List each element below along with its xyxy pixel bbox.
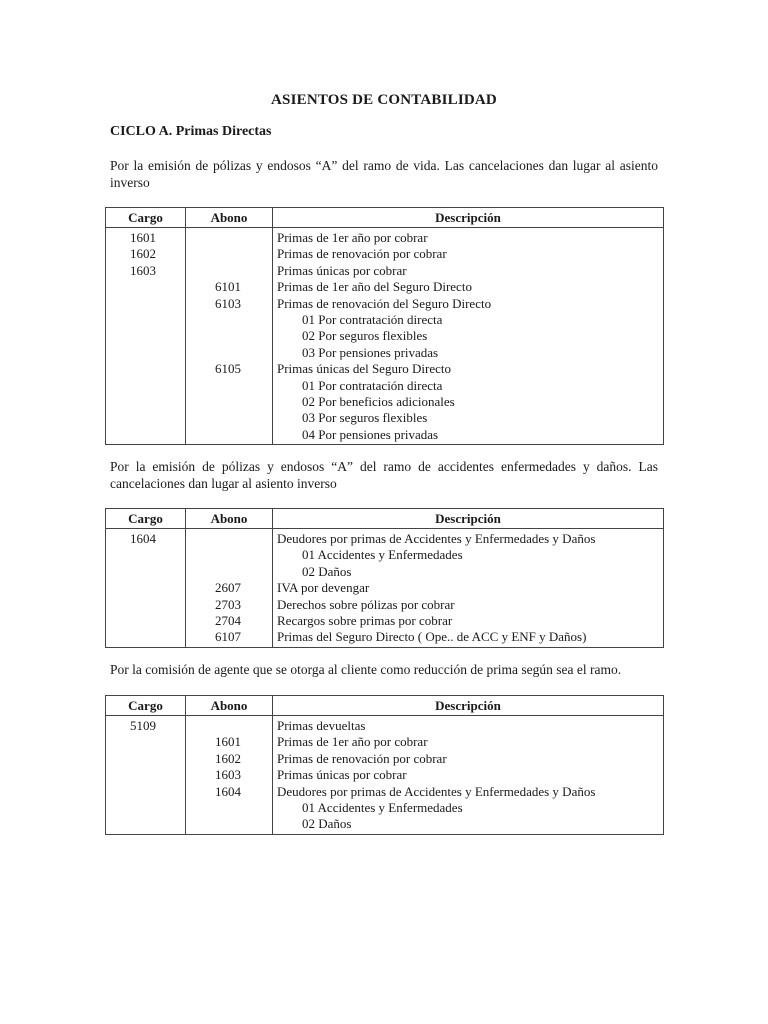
cargo-cell xyxy=(106,816,185,832)
cargo-cell xyxy=(106,613,185,629)
abono-cell xyxy=(186,816,272,832)
descripcion-cell: Recargos sobre primas por cobrar xyxy=(277,612,453,628)
cargo-cell xyxy=(106,328,185,344)
header-descripcion: Descripción xyxy=(273,696,664,716)
abono-cell xyxy=(186,263,272,279)
descripcion-cell: 01 Accidentes y Enfermedades xyxy=(302,799,463,815)
table-body-row xyxy=(106,228,664,445)
paragraph-vida: Por la emisión de pólizas y endosos “A” del ramo de vida. Las cancelaciones dan lugar al asiento inverso xyxy=(110,158,658,190)
cargo-cell xyxy=(106,564,185,580)
abono-cell xyxy=(186,547,272,563)
cargo-cell xyxy=(106,751,185,767)
cargo-cell xyxy=(106,279,185,295)
descripcion-cell: Primas de 1er año del Seguro Directo xyxy=(277,279,472,295)
cargo-cell xyxy=(106,580,185,596)
descripcion-cell: 03 Por pensiones privadas xyxy=(302,344,439,360)
descripcion-cell: IVA por devengar xyxy=(277,580,370,596)
abono-column xyxy=(186,529,273,648)
descripcion-cell: Derechos sobre pólizas por cobrar xyxy=(277,596,455,612)
abono-cell xyxy=(186,246,272,262)
descripcion-cell: Primas del Seguro Directo ( Ope.. de ACC y ENF y Daños) xyxy=(277,629,587,645)
descripcion-cell: 02 Por seguros flexibles xyxy=(302,328,428,344)
cargo-cell xyxy=(106,410,185,426)
cargo-cell xyxy=(106,784,185,800)
cargo-cell xyxy=(106,547,185,563)
abono-cell: 1601 xyxy=(215,734,241,750)
descripcion-column xyxy=(273,529,664,648)
entries-table-comision xyxy=(105,695,664,835)
descripcion-cell: Primas de renovación por cobrar xyxy=(277,750,447,766)
cargo-cell: 1602 xyxy=(130,246,156,262)
descripcion-cell: Primas de renovación del Seguro Directo xyxy=(277,295,492,311)
abono-cell: 6103 xyxy=(215,295,241,311)
descripcion-cell: Primas únicas del Seguro Directo xyxy=(277,361,452,377)
abono-cell: 6107 xyxy=(215,629,241,645)
cargo-cell: 1601 xyxy=(130,230,156,245)
section-title: CICLO A. Primas Directas xyxy=(110,124,272,139)
cargo-cell xyxy=(106,427,185,443)
abono-cell: 1603 xyxy=(215,767,241,783)
header-abono: Abono xyxy=(186,509,273,529)
header-cargo: Cargo xyxy=(106,696,186,716)
table-header-row xyxy=(106,208,664,228)
descripcion-cell: 02 Por beneficios adicionales xyxy=(302,393,455,409)
descripcion-cell: Primas únicas por cobrar xyxy=(277,767,407,783)
abono-cell xyxy=(186,328,272,344)
abono-column xyxy=(186,228,273,445)
abono-cell xyxy=(186,800,272,816)
header-descripcion: Descripción xyxy=(273,208,664,228)
header-abono: Abono xyxy=(186,208,273,228)
paragraph-accidentes: Por la emisión de pólizas y endosos “A” del ramo de accidentes enfermedades y daños. Las cancelaciones dan lugar al asiento inverso xyxy=(110,459,658,491)
cargo-cell xyxy=(106,629,185,645)
document-title: ASIENTOS DE CONTABILIDAD xyxy=(271,92,497,108)
cargo-cell xyxy=(106,345,185,361)
abono-cell: 1604 xyxy=(215,783,241,799)
abono-cell xyxy=(186,312,272,328)
header-abono: Abono xyxy=(186,696,273,716)
table-header-row xyxy=(106,696,664,716)
abono-cell: 2607 xyxy=(215,580,241,596)
cargo-cell xyxy=(106,378,185,394)
abono-cell xyxy=(186,230,272,246)
abono-cell xyxy=(186,531,272,547)
cargo-cell xyxy=(106,767,185,783)
table-body-row xyxy=(106,716,664,835)
abono-cell: 2704 xyxy=(215,612,241,628)
descripcion-cell: 02 Daños xyxy=(302,816,352,832)
descripcion-cell: Primas de 1er año por cobrar xyxy=(277,734,428,750)
entries-table-accidentes xyxy=(105,508,664,648)
descripcion-cell: Deudores por primas de Accidentes y Enfermedades y Daños xyxy=(277,531,596,546)
header-descripcion: Descripción xyxy=(273,509,664,529)
abono-cell xyxy=(186,378,272,394)
descripcion-cell: Primas devueltas xyxy=(277,718,366,733)
table-header-row xyxy=(106,509,664,529)
abono-column xyxy=(186,716,273,835)
paragraph-comision: Por la comisión de agente que se otorga al cliente como reducción de prima según sea el ramo. xyxy=(110,662,622,677)
descripcion-cell: 02 Daños xyxy=(302,563,352,579)
cargo-cell: 5109 xyxy=(130,718,156,733)
cargo-cell: 1604 xyxy=(130,531,156,546)
abono-cell: 6105 xyxy=(215,361,241,377)
cargo-column xyxy=(106,716,186,835)
cargo-cell: 1603 xyxy=(130,262,156,278)
abono-cell xyxy=(186,718,272,734)
abono-cell xyxy=(186,394,272,410)
cargo-cell xyxy=(106,800,185,816)
abono-cell xyxy=(186,564,272,580)
cargo-cell xyxy=(106,597,185,613)
descripcion-cell: 01 Por contratación directa xyxy=(302,311,443,327)
descripcion-cell: 04 Por pensiones privadas xyxy=(302,426,439,442)
table-body-row xyxy=(106,529,664,648)
cargo-cell xyxy=(106,361,185,377)
descripcion-column xyxy=(273,228,664,445)
abono-cell: 6101 xyxy=(215,279,241,295)
cargo-cell xyxy=(106,296,185,312)
header-cargo: Cargo xyxy=(106,208,186,228)
cargo-cell xyxy=(106,394,185,410)
descripcion-cell: Primas de renovación por cobrar xyxy=(277,246,447,262)
abono-cell xyxy=(186,410,272,426)
descripcion-cell: 01 Accidentes y Enfermedades xyxy=(302,547,463,563)
entries-table-vida xyxy=(105,207,664,445)
descripcion-cell: Primas de 1er año por cobrar xyxy=(277,230,428,245)
abono-cell: 1602 xyxy=(215,750,241,766)
cargo-cell xyxy=(106,312,185,328)
descripcion-cell: Deudores por primas de Accidentes y Enfermedades y Daños xyxy=(277,783,596,799)
descripcion-cell: Primas únicas por cobrar xyxy=(277,262,407,278)
abono-cell xyxy=(186,427,272,443)
header-cargo: Cargo xyxy=(106,509,186,529)
abono-cell xyxy=(186,345,272,361)
cargo-column xyxy=(106,228,186,445)
cargo-column xyxy=(106,529,186,648)
descripcion-column xyxy=(273,716,664,835)
descripcion-cell: 03 Por seguros flexibles xyxy=(302,410,428,426)
abono-cell: 2703 xyxy=(215,596,241,612)
descripcion-cell: 01 Por contratación directa xyxy=(302,377,443,393)
cargo-cell xyxy=(106,734,185,750)
